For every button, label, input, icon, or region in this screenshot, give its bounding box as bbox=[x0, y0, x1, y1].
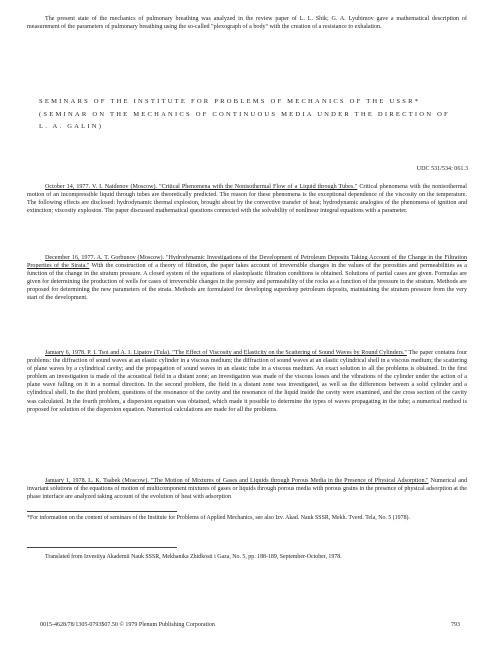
footnote: *For information on the content of seminars of the Institute for Problems of Applied Mechanics, see also Izv. Akad. Nauk SSSR, Mekh. Tverd. Tela, No. 5 (1978). bbox=[27, 515, 410, 521]
footnote-divider bbox=[27, 511, 177, 512]
entry-heading: October 14, 1977. V. I. Naidenov (Moscow). "Critical Phenomena with the Nonisothermal Flow of a Liquid through Tubes." bbox=[45, 184, 358, 190]
entry-body: The paper contains four problems: the diffraction of sound waves at an elastic cylinder in a viscous medium; the diffraction of sound waves at an elastic cylindrical shell in a viscous medium; the scattering of plane waves by a cylindrical cavity; and the propagation of sound waves in an elastic tube in a viscous medium. An exact solution to all the problems is obtained. In the first problem an investigation is made of the acoustical field in a distant zone; an investigation was made of the viscous losses and the vibrations of the cylinder under the action of a plane wave falling on it in a normal direction. In the second problem, the field in a distant zone was investigated, as well as the differences between a solid cylinder and a cylindrical shell. In the third problem, questions of the resonance of the cavity and the resonance of the liquid inside the cavity were examined, and the cross section of the cavity was calculated. In the fourth problem, a dispersion equation was obtained, which made it possible to determine the types of waves propagating in the tube; a numerical method is proposed for solution of the dispersion equation. Numerical calculations are made for all the problems. bbox=[27, 350, 467, 413]
entry-heading: January 6, 1978. P. I. Tsoi and A. I. Lipatov (Tula). "The Effect of Viscosity and Elasticity on the Scattering of Sound Waves by Round Cylinders." bbox=[45, 350, 407, 356]
translation-divider bbox=[27, 547, 177, 548]
seminar-entry bbox=[27, 183, 467, 215]
publication-code: 0015-4628/78/1305-0793$07.50 © 1979 Plenum Publishing Corporation bbox=[40, 622, 215, 628]
page-number: 793 bbox=[451, 622, 460, 628]
udc-code: UDC 531/534: 061.3 bbox=[416, 166, 468, 172]
seminar-entry bbox=[27, 254, 467, 303]
entry-body: Numerical and invariant solutions of the equations of motion of multicomponent mixtures of gases or liquids through porous media with porous grains in the presence of physical adsorption at the phase interface are analyzed taking account of the evolution of heat with adsorption bbox=[27, 478, 468, 501]
seminar-heading: SEMINARS OF THE INSTITUTE FOR PROBLEMS OF MECHANICS OF THE USSR* (SEMINAR ON THE MECHANICS OF CONTINUOUS MEDIA UNDER THE DIRECTION OF L. A. GALIN) bbox=[39, 98, 450, 131]
entry-heading: January 1, 1978. L. K. Tsabek (Moscow). "The Motion of Mixtures of Gases and Liquids through Porous Media in the Presence of Physical Adsorption." bbox=[45, 478, 429, 484]
seminar-entry bbox=[27, 349, 467, 414]
intro-paragraph: The present state of the mechanics of pulmonary breathing was analyzed in the review paper of L. L. Shik; G. A. Lyubimov gave a mathematical description of measurement of the parameters of pulmonary breathing using the so-called "plexograph of a body" with the creation of a resistance to exhalation. bbox=[27, 16, 467, 31]
entry-body: Critical phenomena with the nonisothermal motion of an incompressible liquid through tubes are theoretically predicted. The reason for these phenomena is the exceptional dependence of the viscosity on the temperature. The following effects are disclosed: hydrodynamic thermal explosion, brought about by the convective transfer of heat; hydrodynamic analogies of the phenomena of ignition and extinction; viscosity explosion. The paper discussed mathematical questions connected with the solvability of nonlinear integral equations with a parameter. bbox=[27, 184, 467, 215]
entry-body: With the construction of a theory of filtration, the paper takes account of irreversible changes in the values of the porosities and permeabilities as a function of the change in the stratum pressure. A closed system of the equations of elastoplastic filtration conditions is obtained. Solutions of partial cases are given. Formulas are given for determining the production of wells for cases of irreversible changes in the porosity and permeability of the rocks as a function of the pressure in the stratum. Methods are proposed for determining the new parameters of the strata. Methods are formulated for developing superdeep petroleum deposits, maintaining the stratum pressure from the very start of the development. bbox=[27, 263, 467, 302]
seminar-entry bbox=[27, 477, 467, 501]
entry-heading: December 16, 1977. A. T. Gorbunov (Moscow). "Hydrodynamic Investigations of the Development of Petroleum Deposits Taking Account of the Change in the Filtration Properties of the Strata." bbox=[27, 255, 467, 270]
translation-note: Translated from Izvestiya Akademii Nauk SSSR, Mekhanika Zhidkosti i Gaza, No. 5, pp. 188-189, September-October, 1978. bbox=[45, 554, 342, 560]
